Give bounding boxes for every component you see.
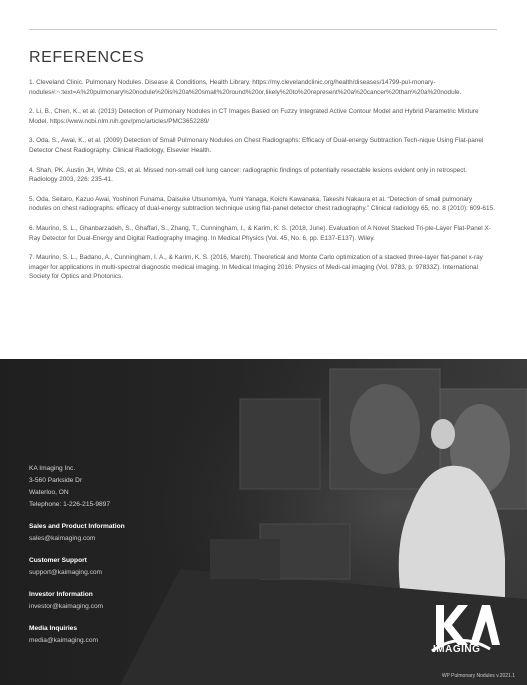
contact-info bbox=[29, 463, 229, 647]
reference-item: 7. Maurino, S. L., Badano, A., Cunningham, I. A., & Karim, K. S. (2016, March). Theoretical and Monte Carlo optimization of a stacked three-layer flat-panel x-ray imager for applications in multi-spectral diagnostic medical imaging. In Medical Imaging 2016: Physics of Medi-cal imaging (Vol. 9783, p. 97833Z). International Society for Optics and Photonics. bbox=[29, 254, 483, 281]
media-heading: Media Inquiries bbox=[29, 625, 77, 632]
investor-email[interactable]: investor@kaimaging.com bbox=[29, 603, 104, 610]
support-email[interactable]: support@kaimaging.com bbox=[29, 569, 103, 576]
support-heading: Customer Support bbox=[29, 557, 87, 564]
investor-heading: Investor Information bbox=[29, 591, 93, 598]
document-id: WP Pulmonary Nodules v.2021.1 bbox=[441, 673, 515, 679]
reference-item: 3. Oda, S., Awai, K., et al. (2009) Detection of Small Pulmonary Nodules on Chest Radiographs: Efficacy of Dual-energy Subtraction Tech-nique Using Flat-panel Detector Chest Radiography. Clinical Radiology, Elsevier Health. bbox=[29, 137, 484, 154]
footer bbox=[0, 359, 527, 685]
page-title: REFERENCES bbox=[29, 48, 145, 66]
telephone: Telephone: 1-226-215-9897 bbox=[29, 501, 111, 508]
company-name: KA Imaging Inc. bbox=[29, 465, 76, 472]
reference-item: 1. Cleveland Clinic. Pulmonary Nodules. Disease & Conditions, Health Library. https://my.clevelandclinic.org/health/diseases/14799-pul-monary-nodules#:~:text=A%20pulmonary%20nodule%20is%20a%20small%20round%20or,likely%20to%20represent%20a%20cancer%20than%20a%20nodule. bbox=[29, 79, 462, 96]
support-group bbox=[29, 555, 229, 579]
media-email[interactable]: media@kaimaging.com bbox=[29, 637, 98, 644]
reference-item: 5. Oda, Seitaro, Kazuo Awai, Yoshinori Funama, Daisuke Utsunomiya, Yumi Yanaga, Koichi Kawanaka, Takeshi Nakaura et al. “Detection of small pulmonary nodules on chest radiographs: efficacy of dual-energy subtraction technique using flat-panel detector chest radiography.” Clinical radiology 65, no. 8 (2010): 609-615. bbox=[29, 195, 495, 213]
sales-heading: Sales and Product Information bbox=[29, 523, 125, 530]
references-list bbox=[29, 78, 495, 292]
reference-item: 4. Shah, PK. Austin JH, White CS, et al. Missed non-small cell lung cancer: radiographic findings of potentially resectable lesions evident only in retrospect. Radiology 2003, 226: 235-41. bbox=[29, 166, 467, 184]
media-group bbox=[29, 623, 229, 647]
reference-item: 6. Maurino, S. L., Ghanbarzadeh, S., Ghaffari, S., Zhang, T., Cunningham, I., & Karim, K. S. (2018, June). Evaluation of A Novel Stacked Tri-ple-Layer Flat-Panel X-Ray Detector for Dual-Energy and Digital Radiography Imaging. In Medical Physics (Vol. 45, No. 6, pp. E137-E137). Wiley. bbox=[29, 224, 491, 242]
reference-item: 2. Li, B., Chen, K., et al. (2013) Detection of Pulmonary Nodules in CT Images Based on Fuzzy Integrated Active Contour Model and Hybrid Parametric Mixture Model. https://www.ncbi.nlm.nih.gov/pmc/articles/PMC3652289/ bbox=[29, 108, 479, 125]
sales-group bbox=[29, 521, 229, 545]
investor-group bbox=[29, 589, 229, 613]
logo-wordmark: IMAGING bbox=[433, 644, 481, 655]
sales-email[interactable]: sales@kaimaging.com bbox=[29, 535, 96, 542]
top-rule bbox=[29, 29, 497, 30]
address-city: Waterloo, ON bbox=[29, 489, 69, 496]
address-street: 3-560 Parkside Dr bbox=[29, 477, 83, 484]
